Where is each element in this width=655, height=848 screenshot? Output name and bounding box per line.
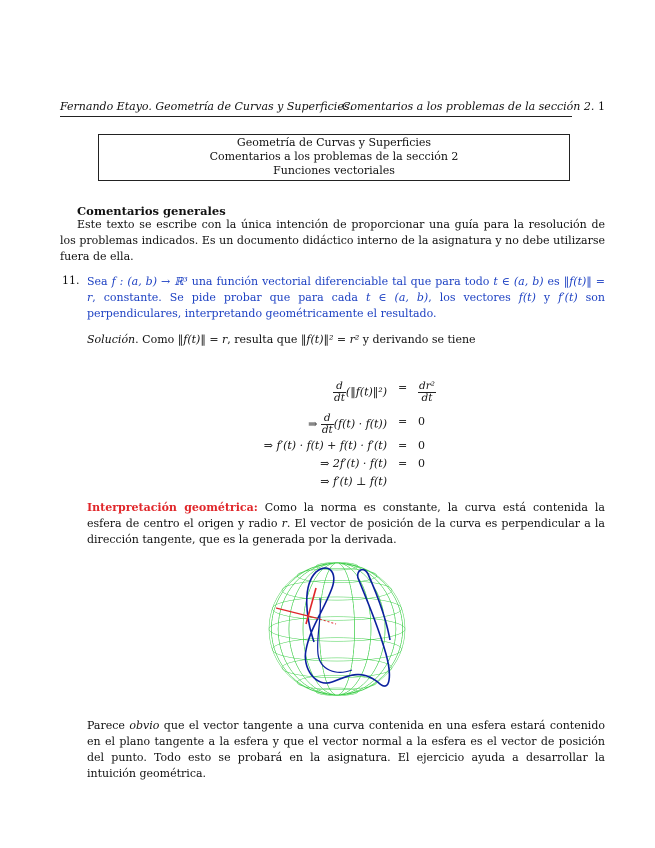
solution-text-part: . Como xyxy=(135,333,178,346)
problem-text-part: son perpendiculares, interpretando geométricamente el resultado. xyxy=(87,291,605,320)
problem-text-part: una función vectorial diferenciable tal que para todo xyxy=(187,275,494,288)
title-line-topic: Funciones vectoriales xyxy=(273,164,395,177)
solution-paragraph xyxy=(87,333,605,346)
closing-paragraph xyxy=(87,718,605,782)
title-line-course: Geometría de Curvas y Superficies xyxy=(236,136,432,149)
math-t-in-interval: t ∈ (a, b) xyxy=(493,275,544,288)
sphere-mesh xyxy=(269,562,405,695)
title-box xyxy=(98,134,570,181)
header-author-title: Fernando Etayo. Geometría de Curvas y Superficies. xyxy=(60,100,353,113)
problem-statement xyxy=(87,274,605,322)
math-expression: 0 xyxy=(418,415,425,428)
general-comments-heading: Comentarios generales xyxy=(77,204,226,218)
problem-text-part: es xyxy=(543,275,564,288)
curve-on-sphere xyxy=(305,568,390,686)
math-fraction: $\frac{\text{dr²}}{dt}$ xyxy=(419,380,435,404)
math-expression: (f(t) · f(t)) xyxy=(333,417,387,431)
math-norm-expression: ‖f(t)‖ = r xyxy=(177,333,228,346)
header-section-title: Comentarios a los problemas de la sección 2. xyxy=(342,100,595,113)
derivation-block xyxy=(240,370,470,490)
sphere-mesh-line xyxy=(297,675,377,689)
math-radius: r xyxy=(281,517,287,530)
solution-text-part: y derivando se tiene xyxy=(359,333,476,346)
equals-sign: = xyxy=(398,439,408,452)
interpretation-text-part: . El vector de posición de la curva es perpendicular a la dirección tangente, que es la generada por la derivada. xyxy=(87,517,605,546)
interpretation-paragraph xyxy=(87,500,605,548)
problem-text-part: y xyxy=(535,291,559,304)
math-expression: ⇒ f′(t) ⊥ f(t) xyxy=(320,475,387,488)
solution-label: Solución xyxy=(87,333,136,346)
header-rule xyxy=(60,116,572,117)
math-expression: ⇒ 2f′(t) · f(t) xyxy=(320,457,387,470)
math-expression: ⇒ f′(t) · f(t) + f(t) · f′(t) xyxy=(263,439,387,452)
derivation-row xyxy=(240,370,470,404)
problem-number: 11. xyxy=(62,274,80,287)
closing-text-part: que el vector tangente a una curva contenida en una esfera estará contenido en el plano tangente a la esfera y que el vector normal a la esfera es el vector de posición del punto. Todo esto se probará en la asignatura. El ejercicio ayuda a desarrollar la intuición geométrica. xyxy=(87,719,605,780)
sphere-curve-figure xyxy=(262,558,412,700)
title-line-section: Comentarios a los problemas de la sección 2 xyxy=(209,150,459,163)
problem-text-part: Sea xyxy=(87,275,112,288)
math-norm-expression: ‖f(t)‖ = r xyxy=(87,275,605,304)
closing-emphasis: obvio xyxy=(129,719,160,732)
page-number: 1 xyxy=(598,100,605,113)
math-f-of-t: f(t) xyxy=(518,291,536,304)
math-expression: 0 xyxy=(418,439,425,452)
math-function-def: f : (a, b) → ℝ³ xyxy=(111,275,188,288)
problem-text-part: , los vectores xyxy=(428,291,519,304)
closing-text-part: Parece xyxy=(87,719,130,732)
derivation-row xyxy=(240,468,470,488)
solution-text-part: , resulta que xyxy=(227,333,301,346)
interpretation-text-part: Como la norma es constante, la curva está contenida la esfera de centro el origen y radio xyxy=(87,501,605,530)
interpretation-label: Interpretación geométrica: xyxy=(87,501,258,514)
equals-sign: = xyxy=(398,457,408,470)
derivative-operator: $\frac{d}{dt}$ xyxy=(333,380,345,404)
math-norm-squared: ‖f(t)‖² = r² xyxy=(300,333,360,346)
derivation-row xyxy=(240,450,470,470)
equals-sign: = xyxy=(398,381,408,394)
math-t-in-interval: t ∈ (a, b) xyxy=(365,291,429,304)
derivation-row: ⇒ $\frac{d}{dt}$ (f(t) · f(t)) = 0 xyxy=(308,412,425,436)
running-header xyxy=(60,100,605,116)
equals-sign: = xyxy=(398,415,408,428)
general-comments-text: Este texto se escribe con la única intención de proporcionar una guía para la resolución de los problemas indicados. Es un documento didáctico interno de la asignatura y no debe utilizarse fuera de ella. xyxy=(60,218,605,263)
math-expression: 0 xyxy=(418,457,425,470)
problem-text-part: , constante. Se pide probar que para cada xyxy=(92,291,366,304)
math-f-prime-of-t: f′(t) xyxy=(558,291,578,304)
derivation-row xyxy=(240,432,470,452)
derivative-operator: $\frac{d}{dt}$ xyxy=(321,412,333,436)
math-expression: (‖f(t)‖²) xyxy=(345,385,387,399)
